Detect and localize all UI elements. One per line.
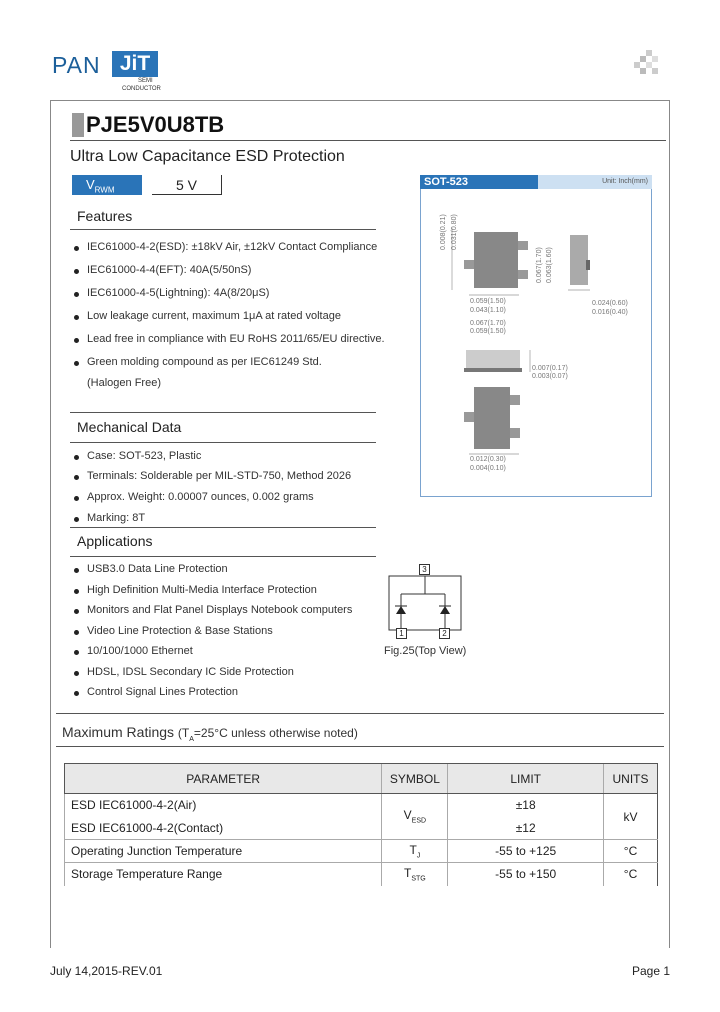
symbol-cell: $T_{STG}$	[382, 863, 448, 886]
footer-date: July 14,2015-REV.01	[50, 964, 163, 978]
dim-body-b: 0.059(1.50)	[470, 328, 506, 335]
logo-conductor: CONDUCTOR	[122, 86, 161, 92]
dim-body-a: 0.067(1.70)	[470, 320, 506, 327]
dim-side-b: 0.016(0.40)	[592, 309, 628, 316]
part-marker	[72, 113, 84, 137]
header-limit: LIMIT	[448, 764, 604, 794]
application-item: Video Line Protection & Base Stations	[87, 625, 273, 637]
dim-len-b: 0.043(1.10)	[470, 307, 506, 314]
limit-cell: -55 to +150	[448, 863, 604, 886]
ratings-rule	[56, 746, 664, 747]
feature-item: Green molding compound as per IEC61249 Std.	[87, 356, 322, 368]
features-rule	[70, 229, 376, 230]
mechanical-top-rule	[70, 412, 376, 413]
pin-3: 3	[419, 564, 430, 575]
dim-side-a: 0.024(0.60)	[592, 300, 628, 307]
ratings-title: Maximum Ratings ($T_A=25^\circ C$ unless otherwise noted)	[62, 724, 358, 743]
table-row	[65, 840, 658, 863]
logo-pan: PAN	[52, 52, 101, 78]
header-symbol: SYMBOL	[382, 764, 448, 794]
figure-caption: Fig.25(Top View)	[384, 645, 467, 657]
mechanical-item: Terminals: Solderable per MIL-STD-750, Method 2026	[87, 470, 352, 482]
dim-top-width-a: 0.063(1.60)	[546, 247, 553, 283]
table-row	[65, 863, 658, 886]
footer-page: Page 1	[632, 964, 671, 978]
header-parameter: PARAMETER	[65, 764, 382, 794]
dim-lead-a: 0.007(0.17)	[532, 365, 568, 372]
checker-decoration-icon	[630, 50, 664, 80]
application-item: High Definition Multi-Media Interface Protection	[87, 584, 317, 596]
logo-semi: SEMI	[138, 78, 153, 84]
feature-note: (Halogen Free)	[87, 377, 161, 389]
dim-h1: 0.031(0.80)	[451, 214, 458, 250]
package-name: SOT-523	[420, 175, 538, 189]
mechanical-title: Mechanical Data	[77, 419, 182, 435]
title-rule	[70, 140, 666, 141]
feature-item: IEC61000-4-2(ESD): ±18kV Air, ±12kV Contact Compliance	[87, 241, 378, 253]
application-item: HDSL, IDSL Secondary IC Side Protection	[87, 666, 294, 678]
feature-item: IEC61000-4-5(Lightning): 4A(8/20μS)	[87, 287, 270, 299]
param-cell: ESD IEC61000-4-2(Contact)	[65, 817, 382, 840]
symbol-cell: $V_{ESD}$	[382, 794, 448, 840]
mechanical-item: Marking: 8T	[87, 512, 146, 524]
package-unit: Unit: Inch(mm)	[538, 175, 652, 189]
header-units: UNITS	[604, 764, 658, 794]
dim-h2: 0.067(1.70)	[536, 247, 543, 283]
mechanical-item: Case: SOT-523, Plastic	[87, 450, 202, 462]
mechanical-item: Approx. Weight: 0.00007 ounces, 0.002 grams	[87, 491, 314, 503]
param-cell: Operating Junction Temperature	[65, 840, 382, 863]
application-item: USB3.0 Data Line Protection	[87, 563, 228, 575]
dim-foot-b: 0.004(0.10)	[470, 465, 506, 472]
pin-2: 2	[439, 628, 450, 639]
dim-len-a: 0.059(1.50)	[470, 298, 506, 305]
dim-h3: 0.008(0.21)	[440, 214, 447, 250]
part-number: PJE5V0U8TB	[86, 112, 225, 137]
table-row	[65, 817, 658, 840]
param-cell: ESD IEC61000-4-2(Air)	[65, 794, 382, 817]
symbol-cell: $T_J$	[382, 840, 448, 863]
ratings-top-rule	[56, 713, 664, 714]
mechanical-rule	[70, 442, 376, 443]
feature-item: IEC61000-4-4(EFT): 40A(5/50nS)	[87, 264, 252, 276]
param-cell: Storage Temperature Range	[65, 863, 382, 886]
vrwm-label: $V_{RWM}$	[72, 175, 142, 195]
applications-rule	[70, 556, 376, 557]
ratings-table	[64, 763, 658, 886]
table-row	[65, 794, 658, 817]
limit-cell: ±12	[448, 817, 604, 840]
unit-cell: °C	[604, 840, 658, 863]
pin-1: 1	[396, 628, 407, 639]
features-title: Features	[77, 208, 133, 224]
applications-title: Applications	[77, 533, 153, 549]
application-item: Control Signal Lines Protection	[87, 686, 239, 698]
feature-item: Low leakage current, maximum 1μA at rated voltage	[87, 310, 341, 322]
dim-foot-a: 0.012(0.30)	[470, 456, 506, 463]
limit-cell: -55 to +125	[448, 840, 604, 863]
application-item: Monitors and Flat Panel Displays Notebook computers	[87, 604, 353, 616]
subtitle: Ultra Low Capacitance ESD Protection	[70, 148, 345, 165]
applications-top-rule	[70, 527, 376, 528]
unit-cell: °C	[604, 863, 658, 886]
application-item: 10/100/1000 Ethernet	[87, 645, 193, 657]
unit-cell: kV	[604, 794, 658, 840]
limit-cell: ±18	[448, 794, 604, 817]
feature-item: Lead free in compliance with EU RoHS 2011/65/EU directive.	[87, 333, 385, 345]
dim-lead-b: 0.003(0.07)	[532, 373, 568, 380]
logo-jit: JiT	[112, 51, 158, 77]
vrwm-value: 5 V	[152, 175, 222, 195]
